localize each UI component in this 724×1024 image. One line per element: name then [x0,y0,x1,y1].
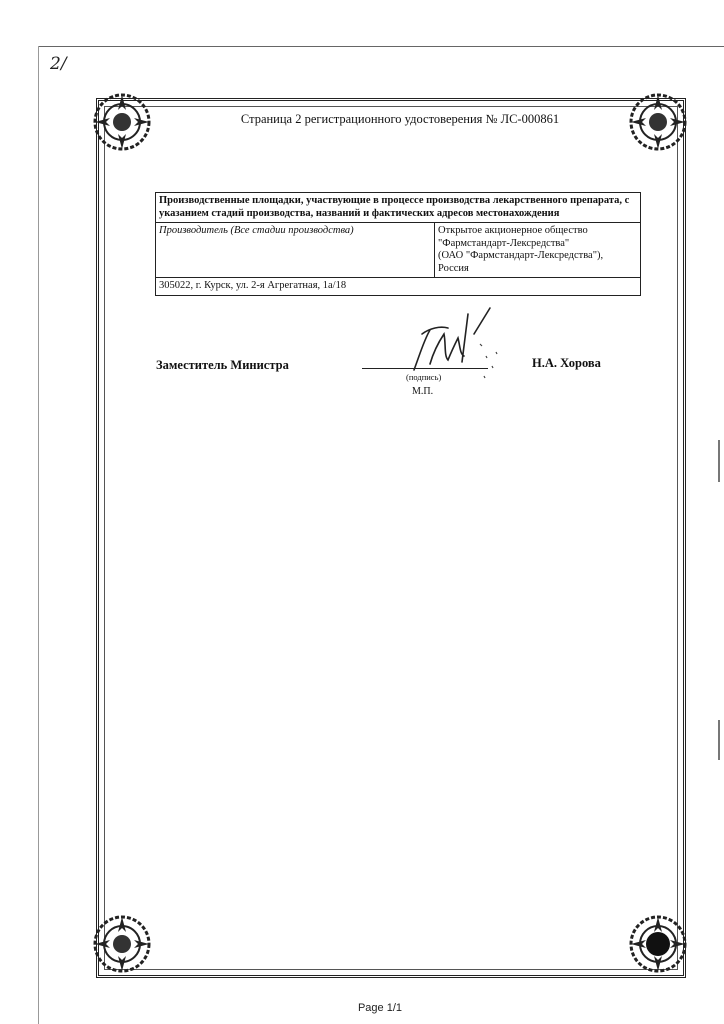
rosette-ornament-icon [90,912,154,976]
scan-mark [718,440,720,482]
signature-line [362,368,488,369]
table-heading: Производственные площадки, участвующие в процессе производства лекарственного препарата, с указанием стадий производства, названий и фактических адресов местонахождения [156,193,641,223]
rosette-ornament-icon [90,90,154,154]
signatory-title: Заместитель Министра [156,358,289,372]
producer-address: 305022, г. Курск, ул. 2-я Агрегатная, 1а/18 [156,278,641,296]
producer-name-line: "Фармстандарт-Лексредства" [438,237,570,249]
scan-edge-left [38,46,39,1024]
scan-mark [718,720,720,760]
signatory-name: Н.А. Хорова [532,356,601,370]
producer-name-cell [435,223,641,278]
table-row [156,223,641,278]
stamp-label: М.П. [412,386,434,397]
scan-edge-top [38,46,724,47]
signature-caption: (подпись) [406,372,442,382]
page-header: Страница 2 регистрационного удостоверения № ЛС-000861 [240,112,560,126]
producer-name-line: Открытое акционерное общество [438,225,588,236]
signature-block [156,356,646,416]
handwritten-mark: 2/ [50,54,67,74]
table-row [156,193,641,223]
table-row [156,278,641,296]
production-sites-table [155,192,641,296]
rosette-ornament-icon [626,912,690,976]
producer-name-line: Россия [438,262,469,274]
producer-label: Производитель (Все стадии производства) [156,223,435,278]
page-footer: Page 1/1 [357,1002,403,1014]
producer-name-line: (ОАО "Фармстандарт-Лексредства"), [438,250,604,261]
